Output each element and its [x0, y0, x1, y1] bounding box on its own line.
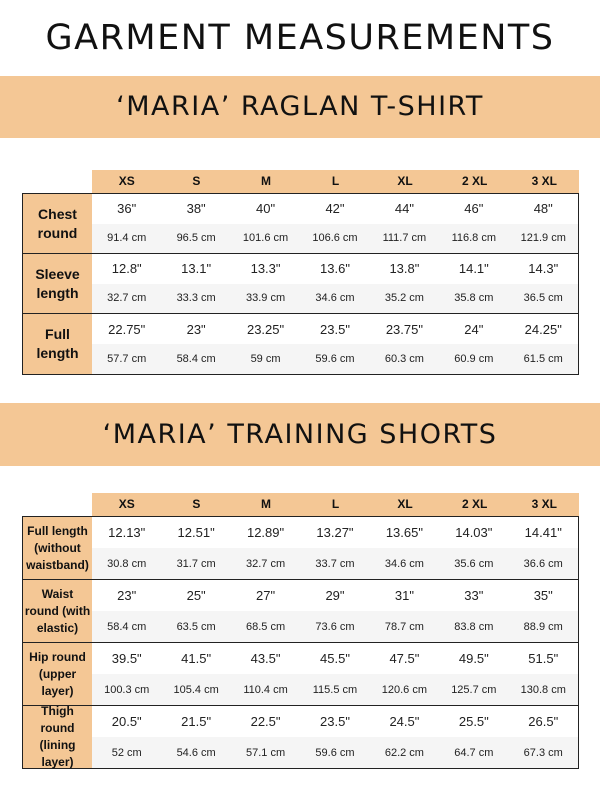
inch-value-cell: 25" [186, 588, 206, 603]
cm-value-row [92, 284, 578, 314]
measurement-label-line: Chest [38, 205, 77, 222]
waist-round-group [23, 580, 578, 643]
cm-value-cell: 100.3 cm [104, 683, 150, 696]
inch-value-cell: 31" [394, 588, 414, 603]
cm-value-cell: 115.5 cm [312, 683, 358, 696]
inch-value-cell: 35" [533, 588, 553, 603]
shorts-section-heading: ‘MARIA’ TRAINING SHORTS [0, 403, 600, 466]
inch-value-row [92, 254, 578, 284]
inch-value-cell: 51.5" [528, 651, 559, 666]
cm-value-cell: 78.7 cm [384, 620, 424, 633]
inch-value-cell: 21.5" [181, 714, 212, 729]
size-header-cell: XS [118, 497, 135, 511]
measurement-label-line: Full length [27, 523, 88, 538]
cm-value-cell: 83.8 cm [454, 620, 494, 633]
measurement-label-line: (upper [38, 666, 77, 681]
measurement-label [23, 254, 92, 313]
inch-value-cell: 25.5" [458, 714, 489, 729]
inch-value-cell: 23.5" [320, 321, 350, 337]
inch-value-cell: 14.41" [524, 525, 562, 540]
cm-value-cell: 52 cm [111, 746, 142, 759]
size-header-cell: M [260, 497, 271, 511]
inch-value-cell: 39.5" [111, 651, 142, 666]
inch-value-cell: 48" [533, 201, 553, 217]
measurement-label-line: round (with [24, 603, 91, 618]
inch-value-cell: 23.25" [246, 321, 285, 337]
measurement-label-line: Thigh round [40, 704, 75, 735]
size-header-cell: XL [397, 497, 413, 511]
size-header-cell: 3 XL [531, 497, 557, 511]
cm-value-cell: 116.8 cm [451, 232, 497, 245]
inch-value-cell: 45.5" [320, 651, 350, 666]
measurement-label-line: layer) [41, 683, 74, 698]
table-body [22, 516, 579, 769]
measurement-label-line: waistband) [26, 557, 89, 572]
measurement-label-line: Sleeve [35, 265, 80, 282]
cm-value-cell: 59.6 cm [315, 353, 355, 365]
inch-value-cell: 23" [117, 588, 137, 603]
measurement-label [23, 314, 92, 374]
inch-value-cell: 27" [256, 588, 276, 603]
inch-value-row [92, 194, 578, 224]
inch-value-cell: 24" [464, 321, 484, 337]
measurement-label-line: elastic) [36, 620, 79, 635]
full-length-group [23, 517, 578, 580]
cm-value-cell: 34.6 cm [384, 557, 424, 570]
inch-value-cell: 12.89" [246, 525, 285, 540]
cm-value-row [92, 611, 578, 642]
inch-value-row [92, 314, 578, 344]
cm-value-cell: 68.5 cm [245, 620, 286, 633]
cm-value-cell: 34.6 cm [315, 292, 355, 305]
size-header-cell: 2 XL [462, 174, 488, 188]
inch-value-cell: 33" [464, 588, 484, 603]
inch-value-cell: 13.27" [316, 525, 354, 540]
inch-value-row [92, 580, 578, 611]
cm-value-cell: 30.8 cm [107, 557, 147, 570]
sleeve-length-group [23, 254, 578, 314]
cm-value-cell: 73.6 cm [315, 620, 355, 633]
cm-value-cell: 96.5 cm [176, 232, 216, 245]
inch-value-cell: 44" [394, 201, 414, 217]
cm-value-row [92, 674, 578, 705]
cm-value-cell: 32.7 cm [107, 292, 147, 305]
cm-value-cell: 59.6 cm [315, 746, 355, 759]
cm-value-cell: 64.7 cm [454, 746, 494, 759]
table-body [22, 193, 579, 375]
cm-value-cell: 88.9 cm [523, 620, 563, 633]
cm-value-cell: 60.9 cm [454, 353, 494, 365]
inch-value-cell: 49.5" [458, 651, 489, 666]
inch-value-cell: 20.5" [111, 714, 142, 729]
inch-value-cell: 46" [464, 201, 484, 217]
cm-value-row [92, 548, 578, 579]
inch-value-cell: 40" [256, 201, 276, 217]
size-header-row [92, 493, 579, 516]
measurement-label-line: round [37, 224, 78, 241]
inch-value-cell: 14.03" [455, 525, 493, 540]
inch-value-cell: 12.51" [177, 525, 215, 540]
inch-value-cell: 24.5" [389, 714, 420, 729]
cm-value-cell: 57.7 cm [107, 353, 147, 365]
inch-value-cell: 22.75" [108, 321, 146, 337]
inch-value-row [92, 706, 578, 737]
inch-value-cell: 23" [186, 321, 206, 337]
measurement-label-line: Hip round [29, 649, 86, 664]
cm-value-cell: 67.3 cm [523, 746, 563, 759]
inch-value-cell: 43.5" [250, 651, 281, 666]
cm-value-cell: 63.5 cm [176, 620, 216, 633]
cm-value-row [92, 737, 578, 768]
cm-value-cell: 32.7 cm [245, 557, 286, 570]
cm-value-cell: 35.8 cm [454, 292, 494, 305]
measurement-label-line: Waist [41, 586, 74, 601]
measurement-label-line: (lining [39, 738, 76, 752]
inch-value-cell: 12.13" [108, 525, 146, 540]
inch-value-row [92, 643, 578, 674]
cm-value-cell: 31.7 cm [176, 557, 216, 570]
measurement-label-line: Full [45, 326, 70, 342]
cm-value-cell: 101.6 cm [242, 232, 289, 245]
cm-value-cell: 105.4 cm [173, 683, 219, 696]
size-header-cell: M [260, 174, 271, 188]
cm-value-cell: 33.7 cm [315, 557, 355, 570]
chest-round-group [23, 194, 578, 254]
inch-value-cell: 29" [325, 588, 345, 603]
inch-value-cell: 36" [117, 201, 137, 217]
inch-value-cell: 24.25" [524, 321, 562, 337]
cm-value-row [92, 344, 578, 374]
cm-value-cell: 35.6 cm [454, 557, 494, 570]
cm-value-cell: 60.3 cm [384, 353, 424, 365]
cm-value-cell: 62.2 cm [384, 746, 424, 759]
inch-value-cell: 26.5" [528, 714, 559, 729]
cm-value-cell: 36.6 cm [523, 557, 563, 570]
measurement-label [23, 580, 92, 642]
size-header-cell: XL [397, 174, 413, 188]
size-header-cell: 3 XL [531, 174, 557, 188]
inch-value-cell: 13.3" [250, 261, 281, 277]
cm-value-cell: 61.5 cm [523, 353, 563, 365]
inch-value-cell: 13.6" [320, 261, 350, 277]
cm-value-cell: 36.5 cm [523, 292, 563, 305]
thigh-round-group [23, 706, 578, 768]
inch-value-cell: 13.8" [389, 261, 420, 277]
inch-value-cell: 23.75" [385, 321, 423, 337]
cm-value-cell: 121.9 cm [520, 232, 566, 245]
measurement-label-line: layer) [41, 755, 74, 769]
measurement-label-line: length [36, 284, 79, 301]
cm-value-cell: 106.6 cm [312, 232, 358, 245]
measurement-label-line: length [36, 345, 79, 361]
full-length-group [23, 314, 578, 374]
inch-value-cell: 13.65" [385, 525, 423, 540]
cm-value-cell: 57.1 cm [245, 746, 286, 759]
cm-value-cell: 33.9 cm [245, 292, 286, 305]
inch-value-row [92, 517, 578, 548]
cm-value-cell: 120.6 cm [381, 683, 428, 696]
inch-value-cell: 23.5" [320, 714, 350, 729]
inch-value-cell: 41.5" [181, 651, 212, 666]
measurement-label [23, 194, 92, 253]
cm-value-cell: 125.7 cm [451, 683, 497, 696]
cm-value-cell: 58.4 cm [107, 620, 147, 633]
size-header-cell: S [192, 497, 201, 511]
size-header-cell: XS [118, 174, 135, 188]
measurement-label [23, 706, 92, 768]
cm-value-cell: 59 cm [250, 353, 281, 365]
measurement-label [23, 643, 92, 705]
cm-value-cell: 58.4 cm [176, 353, 216, 365]
inch-value-cell: 12.8" [111, 261, 142, 277]
size-header-cell: S [192, 174, 201, 188]
cm-value-cell: 130.8 cm [520, 683, 566, 696]
inch-value-cell: 42" [325, 201, 345, 217]
cm-value-cell: 33.3 cm [176, 292, 216, 305]
cm-value-cell: 111.7 cm [382, 232, 427, 245]
inch-value-cell: 14.3" [528, 261, 559, 277]
size-header-cell: L [331, 174, 340, 188]
cm-value-cell: 35.2 cm [384, 292, 424, 305]
inch-value-cell: 47.5" [389, 651, 420, 666]
measurement-label [23, 517, 92, 579]
inch-value-cell: 22.5" [250, 714, 281, 729]
measurement-label-line: (without [34, 540, 81, 555]
size-header-cell: L [331, 497, 340, 511]
cm-value-cell: 110.4 cm [243, 683, 288, 696]
cm-value-cell: 54.6 cm [176, 746, 216, 759]
size-header-row [92, 170, 579, 193]
hip-round-group [23, 643, 578, 706]
page-title: GARMENT MEASUREMENTS [45, 18, 555, 58]
tshirt-section-heading: ‘MARIA’ RAGLAN T-SHIRT [0, 76, 600, 138]
cm-value-row [92, 224, 578, 254]
inch-value-cell: 13.1" [181, 261, 212, 277]
size-header-cell: 2 XL [462, 497, 488, 511]
inch-value-cell: 38" [186, 201, 206, 217]
inch-value-cell: 14.1" [458, 261, 489, 277]
cm-value-cell: 91.4 cm [107, 232, 147, 245]
